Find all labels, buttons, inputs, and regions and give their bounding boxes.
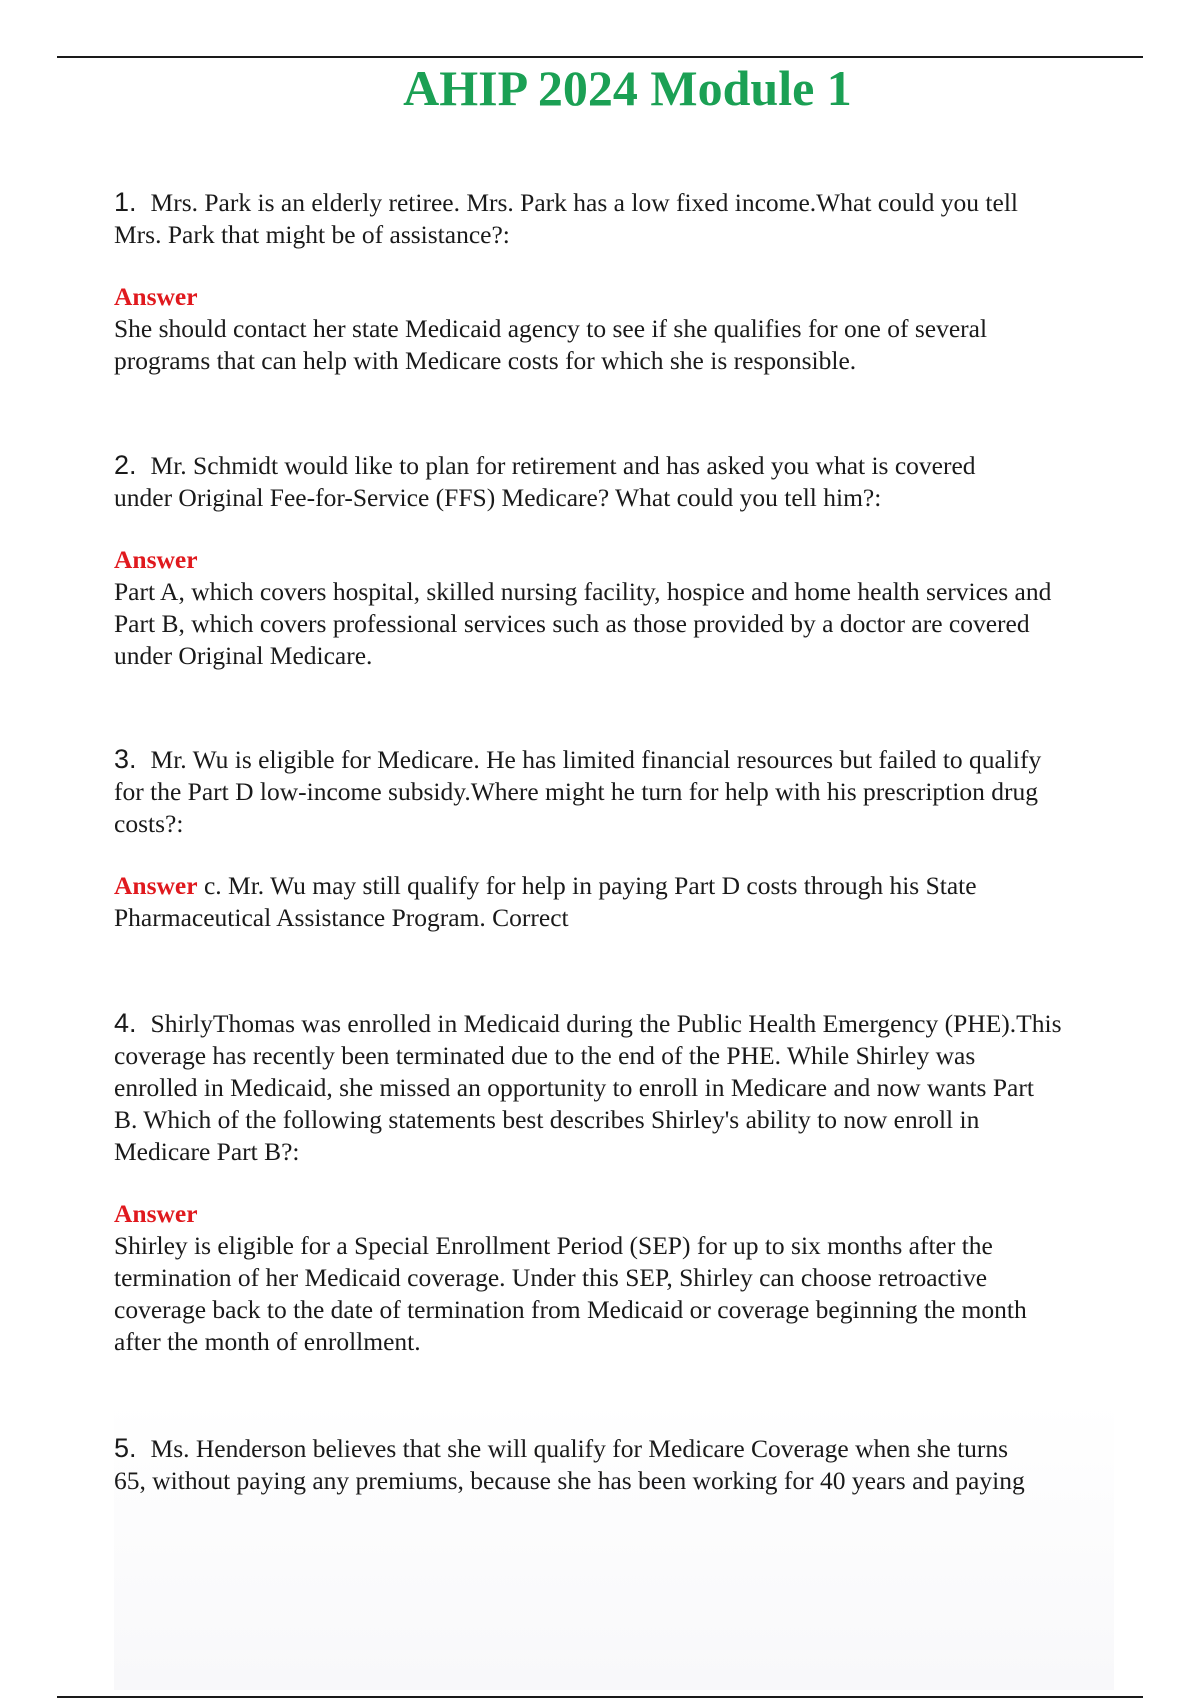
answer-3 <box>114 870 1134 934</box>
question-1 <box>114 186 1134 251</box>
answer-1 <box>114 281 1134 377</box>
document-title: AHIP 2024 Module 1 <box>403 60 852 116</box>
question-number: 5. <box>114 1433 137 1463</box>
question-line: Mrs. Park is an elderly retiree. Mrs. Park has a low fixed income.What could you tell <box>150 188 1019 217</box>
answer-line: programs that can help with Medicare costs for which she is responsible. <box>114 346 857 375</box>
question-2 <box>114 449 1134 514</box>
question-line: under Original Fee-for-Service (FFS) Medicare? What could you tell him?: <box>114 483 882 512</box>
answer-line: under Original Medicare. <box>114 641 373 670</box>
question-number: 1. <box>114 187 137 217</box>
qa-item-2 <box>114 449 1134 672</box>
qa-item-5 <box>114 1432 1134 1497</box>
answer-2 <box>114 544 1134 672</box>
answer-label: Answer <box>114 871 198 900</box>
answer-line: coverage back to the date of termination from Medicaid or coverage beginning the month <box>114 1295 1027 1324</box>
question-4 <box>114 1007 1134 1168</box>
answer-line: termination of her Medicaid coverage. Under this SEP, Shirley can choose retroactive <box>114 1263 988 1292</box>
answer-4 <box>114 1198 1134 1358</box>
question-5 <box>114 1432 1134 1497</box>
question-number: 3. <box>114 744 137 774</box>
question-number: 4. <box>114 1008 137 1038</box>
qa-item-4 <box>114 1007 1134 1358</box>
answer-line: She should contact her state Medicaid agency to see if she qualifies for one of several <box>114 314 988 343</box>
question-line: 65, without paying any premiums, because she has been working for 40 years and paying <box>114 1466 1025 1495</box>
question-line: costs?: <box>114 809 184 838</box>
question-line: for the Part D low-income subsidy.Where might he turn for help with his prescription drug <box>114 777 1038 806</box>
answer-line: c. Mr. Wu may still qualify for help in paying Part D costs through his State <box>203 871 977 900</box>
answer-line: Shirley is eligible for a Special Enrollment Period (SEP) for up to six months after the <box>114 1231 993 1260</box>
answer-line: Pharmaceutical Assistance Program. Correct <box>114 903 569 932</box>
question-line: Mr. Schmidt would like to plan for retirement and has asked you what is covered <box>150 451 976 480</box>
bottom-rule <box>57 1696 1143 1698</box>
question-line: coverage has recently been terminated due to the end of the PHE. While Shirley was <box>114 1041 976 1070</box>
question-line: B. Which of the following statements best describes Shirley's ability to now enroll in <box>114 1105 980 1134</box>
question-line: ShirlyThomas was enrolled in Medicaid during the Public Health Emergency (PHE).This <box>150 1009 1062 1038</box>
question-line: Medicare Part B?: <box>114 1137 300 1166</box>
question-line: Mr. Wu is eligible for Medicare. He has limited financial resources but failed to qualify <box>150 745 1042 774</box>
question-3 <box>114 743 1134 840</box>
question-line: Mrs. Park that might be of assistance?: <box>114 220 510 249</box>
answer-line: after the month of enrollment. <box>114 1327 421 1356</box>
qa-item-3 <box>114 743 1134 934</box>
question-number: 2. <box>114 450 137 480</box>
answer-line: Part A, which covers hospital, skilled nursing facility, hospice and home health services and <box>114 577 1052 606</box>
answer-line: Part B, which covers professional services such as those provided by a doctor are covered <box>114 609 1030 638</box>
answer-label: Answer <box>114 1199 198 1228</box>
question-line: enrolled in Medicaid, she missed an opportunity to enroll in Medicare and now wants Part <box>114 1073 1034 1102</box>
answer-label: Answer <box>114 545 198 574</box>
answer-label: Answer <box>114 282 198 311</box>
qa-item-1 <box>114 186 1134 377</box>
question-line: Ms. Henderson believes that she will qualify for Medicare Coverage when she turns <box>150 1434 1009 1463</box>
